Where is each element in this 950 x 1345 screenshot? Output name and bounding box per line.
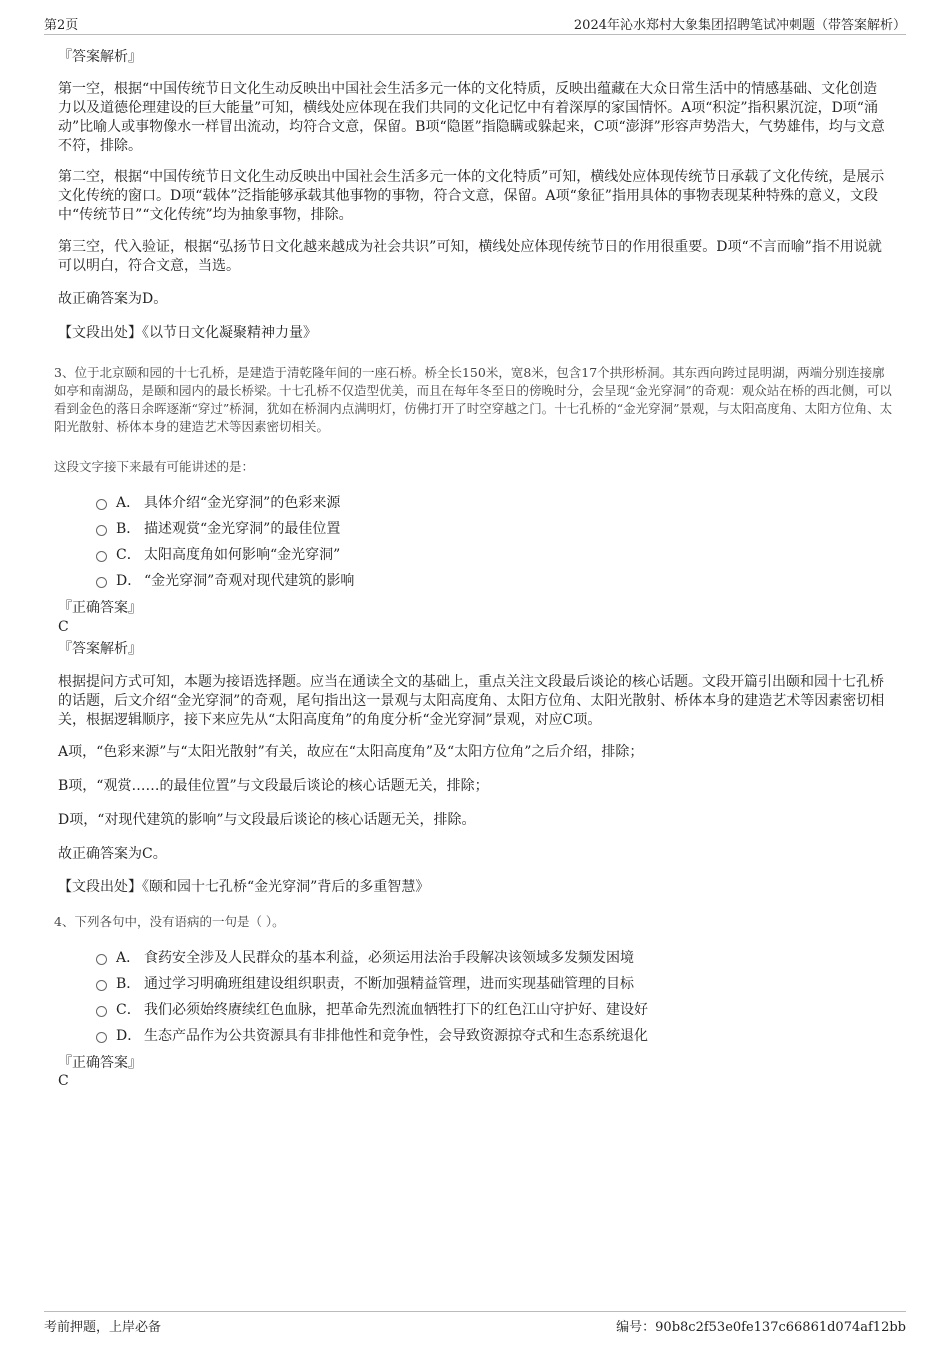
- q3-source: 【文段出处】《颐和园十七孔桥“金光穿洞”背后的多重智慧》: [58, 879, 430, 895]
- q3-analysis-paragraph-1: 根据提问方式可知，本题为接语选择题。应当在通读全文的基础上，重点关注文段最后谈论的核心话题。文段开篇引出颐和园十七孔桥的话题，后文介绍“金光穿洞”的奇观，尾句指出这一景观与太阳高度角、太阳方位角、太阳光散射、桥体本身的建造艺术等因素密切相关，根据逻辑顺序，接下来应先从“太阳高度角”的角度分析“金光穿洞”景观，对应C项。: [58, 674, 885, 728]
- q3-option-b[interactable]: B． 描述观赏“金光穿洞”的最佳位置: [96, 519, 876, 539]
- q3-correct-answer: C: [58, 619, 69, 635]
- q2-analysis-paragraph-2: 第二空，根据“中国传统节日文化生动反映出中国社会生活多元一体的文化特质”可知，横线处应体现传统节日承载了文化传统，是展示文化传统的窗口。D项“载体”泛指能够承载其他事物的事物，符合文意，保留。A项“象征”指用具体的事物表现某种特殊的意义，文段中“传统节日”“文化传统”均为抽象事物，排除。: [58, 169, 885, 223]
- q3-analysis-paragraph-2: A项，“色彩来源”与“太阳光散射”有关，故应在“太阳高度角”及“太阳方位角”之后介绍，排除；: [58, 744, 644, 760]
- q3-option-d[interactable]: D． “金光穿洞”奇观对现代建筑的影响: [96, 571, 876, 591]
- q4-correct-answer: C: [58, 1073, 69, 1089]
- q4-option-d[interactable]: D． 生态产品作为公共资源具有非排他性和竞争性，会导致资源掠夺式和生态系统退化: [96, 1026, 876, 1046]
- q4-correct-tag: 『正确答案』: [58, 1055, 142, 1071]
- q3-analysis-paragraph-4: D项，“对现代建筑的影响”与文段最后谈论的核心话题无关，排除。: [58, 812, 476, 828]
- q4-option-c[interactable]: C． 我们必须始终赓续红色血脉，把革命先烈流血牺牲打下的红色江山守护好、建设好: [96, 1000, 876, 1020]
- radio-button[interactable]: [96, 525, 107, 536]
- radio-button[interactable]: [96, 499, 107, 510]
- q3-analysis-paragraph-3: B项，“观赏……的最佳位置”与文段最后谈论的核心话题无关，排除；: [58, 778, 489, 794]
- radio-button[interactable]: [96, 1006, 107, 1017]
- q4-option-b[interactable]: B． 通过学习明确班组建设组织职责，不断加强精益管理，进而实现基础管理的目标: [96, 974, 876, 994]
- document-title: 2024年沁水郑村大象集团招聘笔试冲刺题（带答案解析）: [573, 18, 906, 33]
- radio-button[interactable]: [96, 551, 107, 562]
- q2-answer-conclusion: 故正确答案为D。: [58, 291, 168, 307]
- page-number: 第2页: [44, 18, 79, 33]
- q2-analysis-paragraph-1: 第一空，根据“中国传统节日文化生动反映出中国社会生活多元一体的文化特质，反映出蕴藏在大众日常生活中的情感基础、文化创造力以及道德伦理建设的巨大能量”可知，横线处应体现在我们共同的文化记忆中有着深厚的家国情怀。A项“积淀”指积累沉淀，D项“涌动”比喻人或事物像水一样冒出流动，均符合文意，保留。B项“隐匿”指隐瞒或躲起来，C项“澎湃”形容声势浩大，气势雄伟，均与文意不符，排除。: [58, 81, 885, 154]
- q2-analysis-paragraph-3: 第三空，代入验证，根据“弘扬节日文化越来越成为社会共识”可知，横线处应体现传统节日的作用很重要。D项“不言而喻”指不用说就可以明白，符合文意，当选。: [58, 239, 882, 274]
- q3-question: 这段文字接下来最有可能讲述的是：: [54, 459, 255, 474]
- q2-analysis-tag: 『答案解析』: [58, 49, 142, 65]
- q3-answer-conclusion: 故正确答案为C。: [58, 846, 167, 862]
- q3-correct-tag: 『正确答案』: [58, 600, 142, 616]
- radio-button[interactable]: [96, 980, 107, 991]
- q3-stem: 3、位于北京颐和园的十七孔桥，是建造于清乾隆年间的一座石桥。桥全长150米，宽8米，包含17个拱形桥洞。其东西向跨过昆明湖，两端分别连接廓如亭和南湖岛，是颐和园内的最长桥梁。十七孔桥不仅造型优美，而且在每年冬至日的傍晚时分，会呈现“金光穿洞”的奇观：观众站在桥的西北侧，可以看到金色的落日余晖逐渐“穿过”桥洞，犹如在桥洞内点满明灯，仿佛打开了时空穿越之门。十七孔桥的“金光穿洞”景观，与太阳高度角、太阳方位角、太阳光散射、桥体本身的建造艺术等因素密切相关。: [54, 365, 893, 434]
- q4-option-a[interactable]: A． 食药安全涉及人民群众的基本利益，必须运用法治手段解决该领域多发频发困境: [96, 948, 876, 968]
- footer-doc-id: 编号：90b8c2f53e0fe137c66861d074af12bb: [616, 1320, 906, 1335]
- page-footer: [44, 1311, 906, 1336]
- q3-option-c[interactable]: C． 太阳高度角如何影响“金光穿洞”: [96, 545, 876, 565]
- q3-option-a[interactable]: A． 具体介绍“金光穿洞”的色彩来源: [96, 493, 876, 513]
- footer-slogan: 考前押题，上岸必备: [44, 1320, 162, 1335]
- radio-button[interactable]: [96, 1032, 107, 1043]
- radio-button[interactable]: [96, 577, 107, 588]
- q4-stem: 4、下列各句中，没有语病的一句是（ ）。: [54, 914, 285, 929]
- q2-source: 【文段出处】《以节日文化凝聚精神力量》: [58, 325, 317, 341]
- radio-button[interactable]: [96, 954, 107, 965]
- q3-analysis-tag: 『答案解析』: [58, 641, 142, 657]
- page-header: [44, 14, 906, 35]
